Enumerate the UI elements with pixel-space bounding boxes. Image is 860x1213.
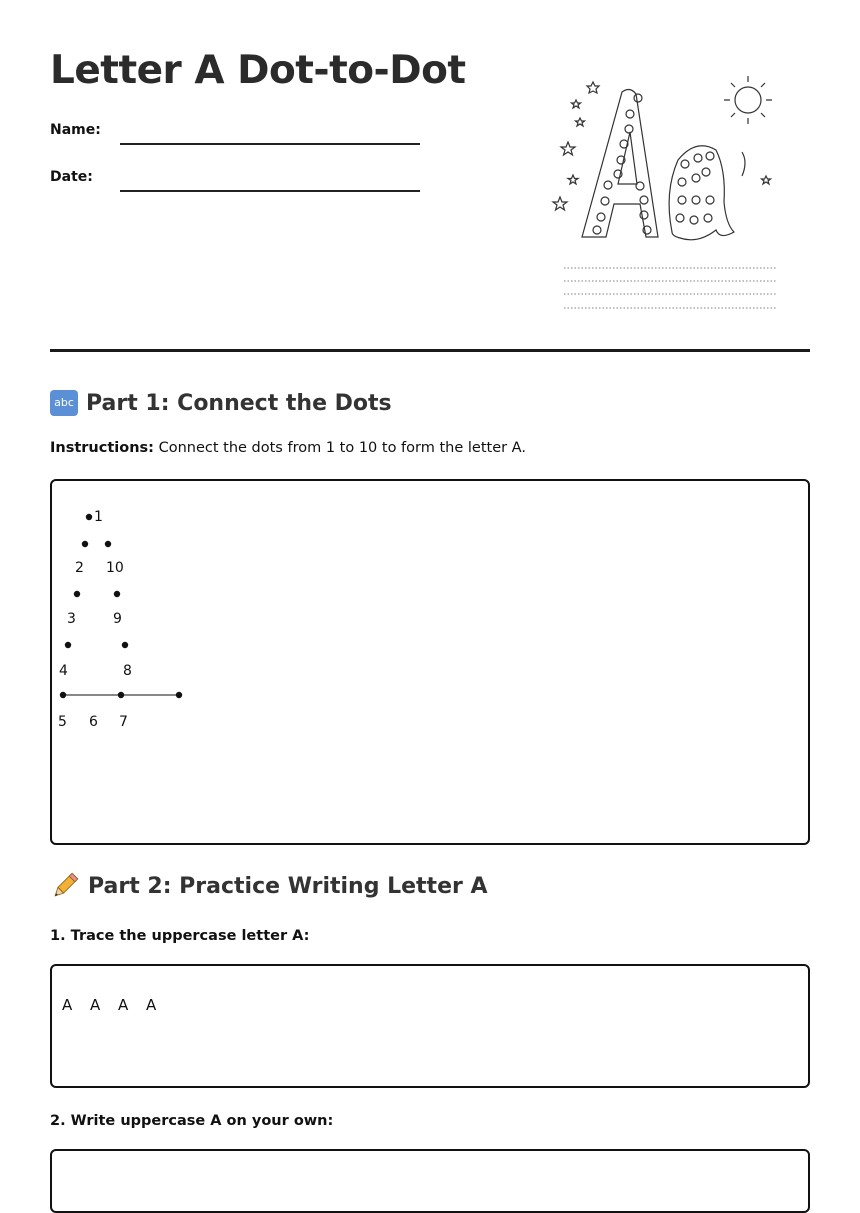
trace-letter: A	[118, 996, 129, 1014]
part1-title-text: Part 1: Connect the Dots	[86, 390, 392, 416]
name-label: Name:	[50, 122, 101, 138]
dot-label-10: 10	[106, 560, 124, 576]
page-title: Letter A Dot-to-Dot	[50, 48, 466, 93]
dot-3[interactable]	[74, 591, 80, 597]
pencil-icon	[50, 872, 80, 900]
instructions-text: Connect the dots from 1 to 10 to form the letter A.	[153, 440, 526, 456]
dot-label-7: 7	[119, 714, 128, 730]
date-label: Date:	[50, 169, 93, 185]
trace-area[interactable]	[50, 964, 810, 1088]
dot-2[interactable]	[82, 541, 88, 547]
trace-letter: A	[146, 996, 157, 1014]
part2-title-text: Part 2: Practice Writing Letter A	[88, 873, 488, 899]
dot-5[interactable]	[60, 692, 66, 698]
instructions	[50, 440, 526, 456]
dot-label-3: 3	[67, 611, 76, 627]
dot-9[interactable]	[114, 591, 120, 597]
dot-label-6: 6	[89, 714, 98, 730]
trace-question: 1. Trace the uppercase letter A:	[50, 928, 310, 944]
write-area[interactable]	[50, 1149, 810, 1213]
dot-8[interactable]	[122, 642, 128, 648]
abc-icon: abc	[50, 390, 78, 416]
dot-label-5: 5	[58, 714, 67, 730]
name-field[interactable]	[120, 143, 420, 145]
date-field[interactable]	[120, 190, 420, 192]
dot-label-8: 8	[123, 663, 132, 679]
dot-4[interactable]	[65, 642, 71, 648]
trace-letter: A	[62, 996, 73, 1014]
dot-label-4: 4	[59, 663, 68, 679]
trace-letter: A	[90, 996, 101, 1014]
trace-letters	[62, 996, 174, 1014]
write-question: 2. Write uppercase A on your own:	[50, 1113, 334, 1129]
dot-1[interactable]	[86, 514, 92, 520]
part1-title	[50, 390, 392, 416]
letter-a-illustration	[548, 72, 784, 318]
dot-6[interactable]	[118, 692, 124, 698]
dot-7[interactable]	[176, 692, 182, 698]
dot-to-dot-area[interactable]	[50, 479, 810, 845]
dot-label-9: 9	[113, 611, 122, 627]
section-divider	[50, 349, 810, 352]
dot-to-dot-canvas[interactable]	[52, 481, 808, 843]
part2-title	[50, 872, 488, 900]
dot-label-2: 2	[75, 560, 84, 576]
instructions-label: Instructions:	[50, 440, 154, 456]
dot-10[interactable]	[105, 541, 111, 547]
dot-label-1: 1	[94, 509, 103, 525]
